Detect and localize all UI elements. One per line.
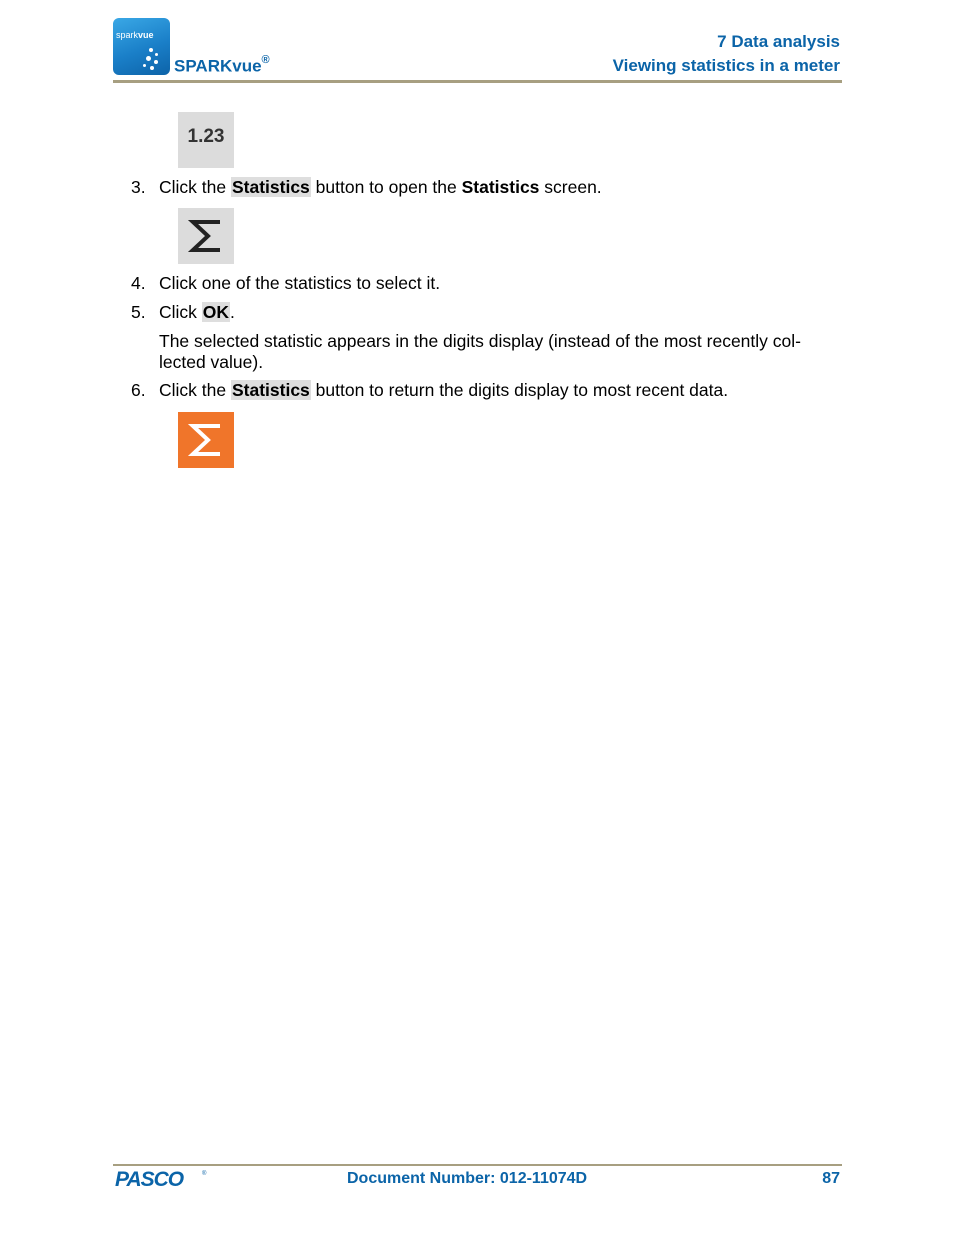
footer-divider bbox=[113, 1164, 842, 1166]
sparkvue-logo-text: sparkvue bbox=[116, 30, 154, 40]
statistics-button-label: Statistics bbox=[231, 177, 310, 197]
step-5-note: The selected statistic appears in the digits display (instead of the most recently col- lected value). bbox=[159, 331, 801, 372]
statistics-sigma-active-icon bbox=[178, 412, 234, 468]
step-5: 5. Click OK. bbox=[131, 302, 235, 322]
svg-text:®: ® bbox=[202, 1171, 207, 1177]
step-4: 4. Click one of the statistics to select it. bbox=[131, 273, 441, 293]
document-number: Document Number: 012-11074D bbox=[347, 1170, 588, 1187]
chapter-title: 7 Data analysis bbox=[717, 32, 840, 51]
step-3: 3. Click the Statistics button to open the Statistics screen. bbox=[131, 177, 602, 197]
statistics-sigma-icon bbox=[178, 208, 234, 264]
pasco-logo bbox=[113, 1167, 209, 1189]
section-title: Viewing statistics in a meter bbox=[612, 56, 840, 75]
sparkvue-logo bbox=[113, 18, 170, 75]
page-number: 87 bbox=[822, 1170, 840, 1187]
product-name: SPARKvue® bbox=[174, 54, 270, 76]
header-divider bbox=[113, 80, 842, 83]
statistics-button-label: Statistics bbox=[231, 380, 310, 400]
digits-display-icon: 1.23 bbox=[178, 112, 234, 168]
ok-button-label: OK bbox=[202, 302, 230, 322]
svg-text:PASCO: PASCO bbox=[115, 1168, 184, 1189]
step-6: 6. Click the Statistics button to return the digits display to most recent data. bbox=[131, 380, 729, 400]
